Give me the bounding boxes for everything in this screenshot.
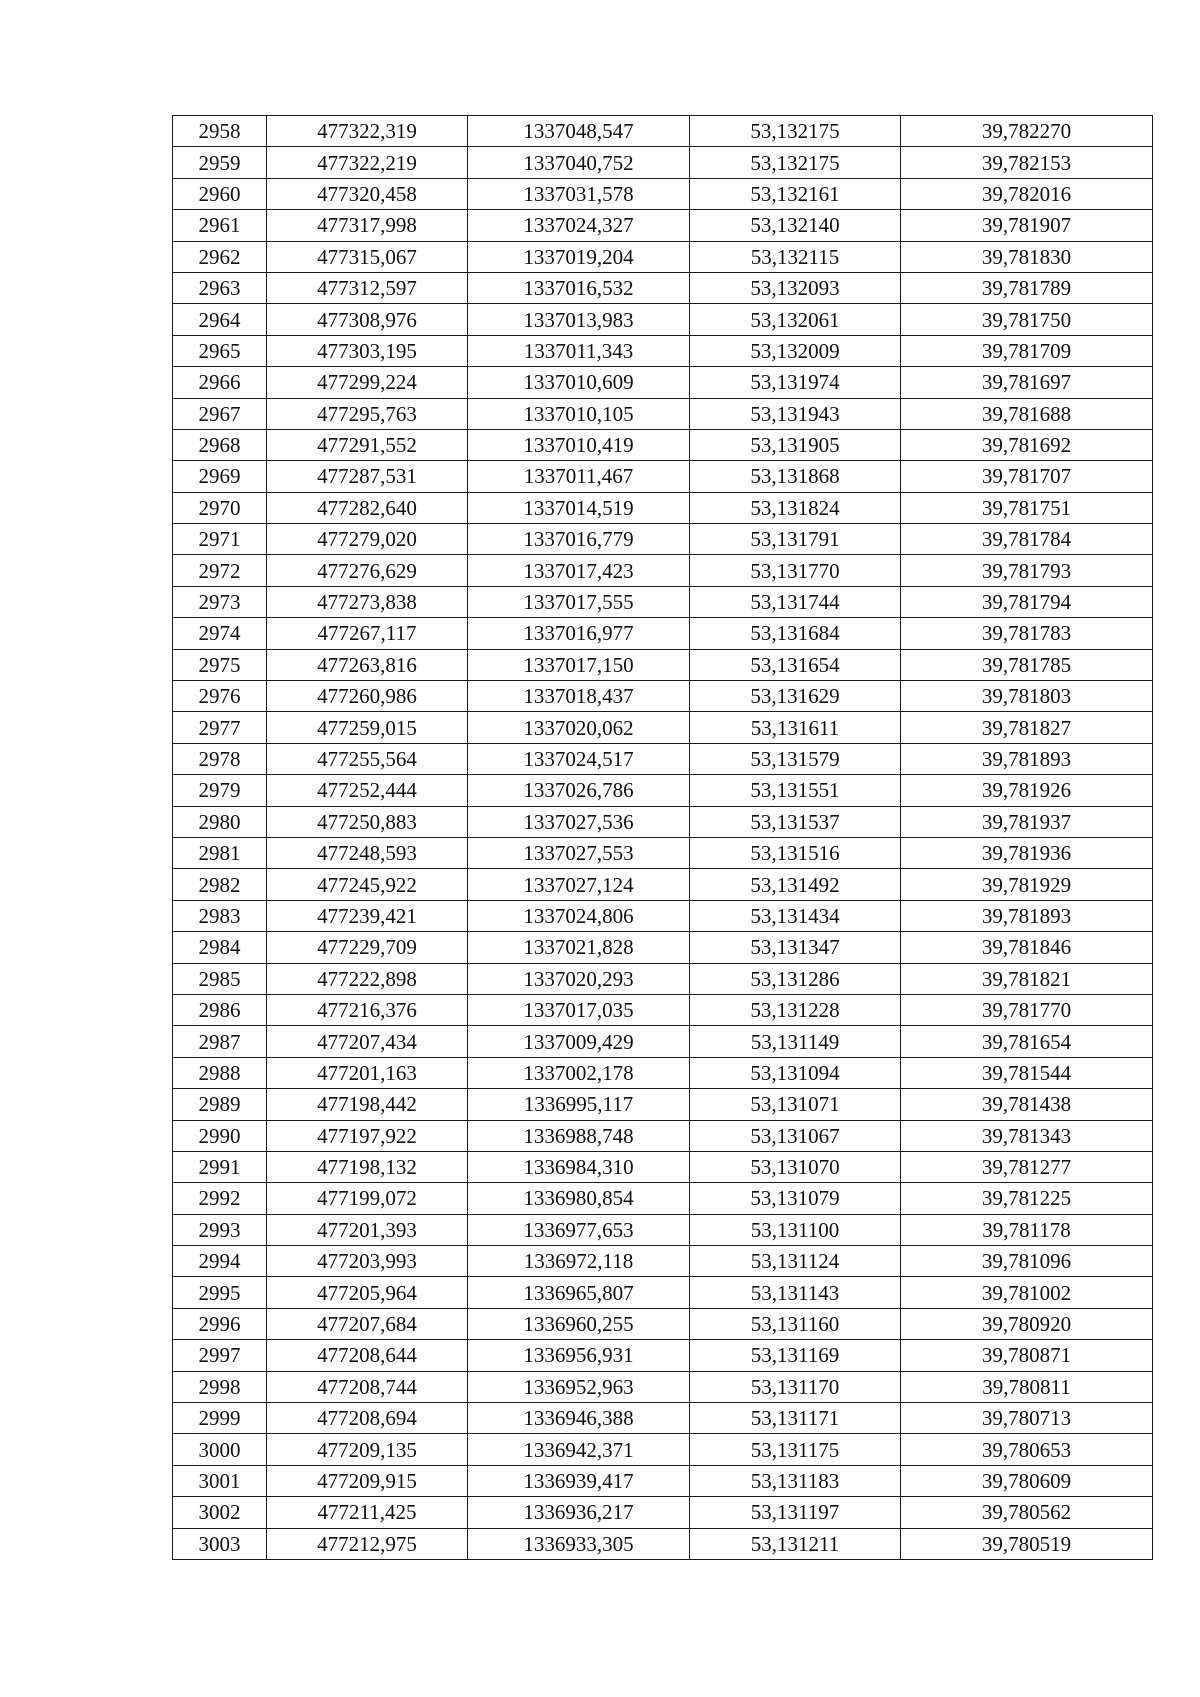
longitude-cell: 39,781688 <box>901 398 1153 429</box>
table-row <box>173 1026 1153 1057</box>
x-coordinate-cell: 477322,319 <box>267 116 468 147</box>
y-coordinate-cell: 1337020,293 <box>468 963 690 994</box>
latitude-cell: 53,131143 <box>690 1277 901 1308</box>
y-coordinate-cell: 1337018,437 <box>468 681 690 712</box>
point-number-cell: 2996 <box>173 1308 267 1339</box>
table-row <box>173 806 1153 837</box>
x-coordinate-cell: 477317,998 <box>267 210 468 241</box>
point-number-cell: 2999 <box>173 1403 267 1434</box>
point-number-cell: 2997 <box>173 1340 267 1371</box>
y-coordinate-cell: 1336960,255 <box>468 1308 690 1339</box>
longitude-cell: 39,781697 <box>901 367 1153 398</box>
latitude-cell: 53,131169 <box>690 1340 901 1371</box>
latitude-cell: 53,132093 <box>690 272 901 303</box>
longitude-cell: 39,781789 <box>901 272 1153 303</box>
x-coordinate-cell: 477299,224 <box>267 367 468 398</box>
point-number-cell: 2970 <box>173 492 267 523</box>
latitude-cell: 53,131183 <box>690 1465 901 1496</box>
x-coordinate-cell: 477208,744 <box>267 1371 468 1402</box>
longitude-cell: 39,780871 <box>901 1340 1153 1371</box>
point-number-cell: 2992 <box>173 1183 267 1214</box>
point-number-cell: 2958 <box>173 116 267 147</box>
latitude-cell: 53,131079 <box>690 1183 901 1214</box>
y-coordinate-cell: 1337009,429 <box>468 1026 690 1057</box>
longitude-cell: 39,781178 <box>901 1214 1153 1245</box>
coordinates-table-body <box>173 116 1153 1560</box>
latitude-cell: 53,131197 <box>690 1497 901 1528</box>
x-coordinate-cell: 477282,640 <box>267 492 468 523</box>
x-coordinate-cell: 477203,993 <box>267 1246 468 1277</box>
y-coordinate-cell: 1336977,653 <box>468 1214 690 1245</box>
table-row <box>173 1246 1153 1277</box>
table-row <box>173 1151 1153 1182</box>
y-coordinate-cell: 1336980,854 <box>468 1183 690 1214</box>
table-row <box>173 1120 1153 1151</box>
table-row <box>173 1434 1153 1465</box>
longitude-cell: 39,780653 <box>901 1434 1153 1465</box>
point-number-cell: 2960 <box>173 178 267 209</box>
point-number-cell: 2993 <box>173 1214 267 1245</box>
longitude-cell: 39,781821 <box>901 963 1153 994</box>
longitude-cell: 39,781936 <box>901 837 1153 868</box>
coordinates-table <box>172 115 1153 1560</box>
y-coordinate-cell: 1337040,752 <box>468 147 690 178</box>
latitude-cell: 53,131286 <box>690 963 901 994</box>
longitude-cell: 39,780609 <box>901 1465 1153 1496</box>
table-row <box>173 461 1153 492</box>
x-coordinate-cell: 477250,883 <box>267 806 468 837</box>
table-row <box>173 1308 1153 1339</box>
latitude-cell: 53,131579 <box>690 743 901 774</box>
latitude-cell: 53,132140 <box>690 210 901 241</box>
y-coordinate-cell: 1337017,035 <box>468 994 690 1025</box>
x-coordinate-cell: 477216,376 <box>267 994 468 1025</box>
latitude-cell: 53,132175 <box>690 147 901 178</box>
table-row <box>173 524 1153 555</box>
point-number-cell: 2980 <box>173 806 267 837</box>
y-coordinate-cell: 1336995,117 <box>468 1089 690 1120</box>
y-coordinate-cell: 1337013,983 <box>468 304 690 335</box>
table-row <box>173 712 1153 743</box>
y-coordinate-cell: 1337014,519 <box>468 492 690 523</box>
y-coordinate-cell: 1336952,963 <box>468 1371 690 1402</box>
x-coordinate-cell: 477322,219 <box>267 147 468 178</box>
latitude-cell: 53,131654 <box>690 649 901 680</box>
latitude-cell: 53,131347 <box>690 932 901 963</box>
point-number-cell: 2967 <box>173 398 267 429</box>
longitude-cell: 39,781277 <box>901 1151 1153 1182</box>
point-number-cell: 2961 <box>173 210 267 241</box>
point-number-cell: 2973 <box>173 586 267 617</box>
y-coordinate-cell: 1337002,178 <box>468 1057 690 1088</box>
x-coordinate-cell: 477312,597 <box>267 272 468 303</box>
x-coordinate-cell: 477287,531 <box>267 461 468 492</box>
x-coordinate-cell: 477276,629 <box>267 555 468 586</box>
table-row <box>173 618 1153 649</box>
point-number-cell: 2978 <box>173 743 267 774</box>
longitude-cell: 39,781846 <box>901 932 1153 963</box>
latitude-cell: 53,131744 <box>690 586 901 617</box>
table-row <box>173 1089 1153 1120</box>
point-number-cell: 2979 <box>173 775 267 806</box>
point-number-cell: 2965 <box>173 335 267 366</box>
x-coordinate-cell: 477279,020 <box>267 524 468 555</box>
longitude-cell: 39,780519 <box>901 1528 1153 1559</box>
x-coordinate-cell: 477209,915 <box>267 1465 468 1496</box>
longitude-cell: 39,781709 <box>901 335 1153 366</box>
table-row <box>173 649 1153 680</box>
table-row <box>173 1497 1153 1528</box>
x-coordinate-cell: 477263,816 <box>267 649 468 680</box>
y-coordinate-cell: 1337017,555 <box>468 586 690 617</box>
x-coordinate-cell: 477197,922 <box>267 1120 468 1151</box>
latitude-cell: 53,131868 <box>690 461 901 492</box>
point-number-cell: 3003 <box>173 1528 267 1559</box>
y-coordinate-cell: 1336939,417 <box>468 1465 690 1496</box>
x-coordinate-cell: 477252,444 <box>267 775 468 806</box>
longitude-cell: 39,781907 <box>901 210 1153 241</box>
latitude-cell: 53,131770 <box>690 555 901 586</box>
table-row <box>173 994 1153 1025</box>
latitude-cell: 53,131537 <box>690 806 901 837</box>
latitude-cell: 53,131684 <box>690 618 901 649</box>
latitude-cell: 53,131791 <box>690 524 901 555</box>
point-number-cell: 2968 <box>173 429 267 460</box>
longitude-cell: 39,781438 <box>901 1089 1153 1120</box>
longitude-cell: 39,781544 <box>901 1057 1153 1088</box>
table-row <box>173 1277 1153 1308</box>
y-coordinate-cell: 1337010,609 <box>468 367 690 398</box>
point-number-cell: 2964 <box>173 304 267 335</box>
x-coordinate-cell: 477248,593 <box>267 837 468 868</box>
point-number-cell: 2976 <box>173 681 267 712</box>
y-coordinate-cell: 1336988,748 <box>468 1120 690 1151</box>
latitude-cell: 53,132009 <box>690 335 901 366</box>
table-row <box>173 1214 1153 1245</box>
table-row <box>173 1403 1153 1434</box>
longitude-cell: 39,781929 <box>901 869 1153 900</box>
latitude-cell: 53,132115 <box>690 241 901 272</box>
x-coordinate-cell: 477208,644 <box>267 1340 468 1371</box>
latitude-cell: 53,131071 <box>690 1089 901 1120</box>
y-coordinate-cell: 1337016,977 <box>468 618 690 649</box>
latitude-cell: 53,132175 <box>690 116 901 147</box>
x-coordinate-cell: 477207,684 <box>267 1308 468 1339</box>
point-number-cell: 2977 <box>173 712 267 743</box>
latitude-cell: 53,131175 <box>690 1434 901 1465</box>
x-coordinate-cell: 477205,964 <box>267 1277 468 1308</box>
point-number-cell: 2969 <box>173 461 267 492</box>
table-row <box>173 681 1153 712</box>
x-coordinate-cell: 477207,434 <box>267 1026 468 1057</box>
longitude-cell: 39,781751 <box>901 492 1153 523</box>
longitude-cell: 39,782270 <box>901 116 1153 147</box>
latitude-cell: 53,131171 <box>690 1403 901 1434</box>
point-number-cell: 2986 <box>173 994 267 1025</box>
point-number-cell: 2963 <box>173 272 267 303</box>
latitude-cell: 53,131211 <box>690 1528 901 1559</box>
longitude-cell: 39,781096 <box>901 1246 1153 1277</box>
latitude-cell: 53,131974 <box>690 367 901 398</box>
longitude-cell: 39,781225 <box>901 1183 1153 1214</box>
longitude-cell: 39,781794 <box>901 586 1153 617</box>
longitude-cell: 39,780562 <box>901 1497 1153 1528</box>
point-number-cell: 2966 <box>173 367 267 398</box>
longitude-cell: 39,781830 <box>901 241 1153 272</box>
table-row <box>173 272 1153 303</box>
y-coordinate-cell: 1336946,388 <box>468 1403 690 1434</box>
y-coordinate-cell: 1336933,305 <box>468 1528 690 1559</box>
latitude-cell: 53,131160 <box>690 1308 901 1339</box>
y-coordinate-cell: 1337024,327 <box>468 210 690 241</box>
longitude-cell: 39,781827 <box>901 712 1153 743</box>
latitude-cell: 53,131824 <box>690 492 901 523</box>
y-coordinate-cell: 1337021,828 <box>468 932 690 963</box>
table-row <box>173 1183 1153 1214</box>
y-coordinate-cell: 1337027,536 <box>468 806 690 837</box>
table-row <box>173 586 1153 617</box>
latitude-cell: 53,131070 <box>690 1151 901 1182</box>
y-coordinate-cell: 1337010,419 <box>468 429 690 460</box>
point-number-cell: 2989 <box>173 1089 267 1120</box>
table-row <box>173 555 1153 586</box>
longitude-cell: 39,781654 <box>901 1026 1153 1057</box>
table-row <box>173 869 1153 900</box>
table-row <box>173 932 1153 963</box>
latitude-cell: 53,131434 <box>690 900 901 931</box>
x-coordinate-cell: 477315,067 <box>267 241 468 272</box>
longitude-cell: 39,780713 <box>901 1403 1153 1434</box>
latitude-cell: 53,132161 <box>690 178 901 209</box>
table-row <box>173 178 1153 209</box>
latitude-cell: 53,131067 <box>690 1120 901 1151</box>
y-coordinate-cell: 1337010,105 <box>468 398 690 429</box>
point-number-cell: 2995 <box>173 1277 267 1308</box>
longitude-cell: 39,781793 <box>901 555 1153 586</box>
latitude-cell: 53,132061 <box>690 304 901 335</box>
x-coordinate-cell: 477259,015 <box>267 712 468 743</box>
y-coordinate-cell: 1337024,806 <box>468 900 690 931</box>
x-coordinate-cell: 477267,117 <box>267 618 468 649</box>
x-coordinate-cell: 477303,195 <box>267 335 468 366</box>
table-row <box>173 775 1153 806</box>
longitude-cell: 39,781707 <box>901 461 1153 492</box>
table-row <box>173 429 1153 460</box>
latitude-cell: 53,131611 <box>690 712 901 743</box>
latitude-cell: 53,131516 <box>690 837 901 868</box>
table-row <box>173 1371 1153 1402</box>
table-row <box>173 1340 1153 1371</box>
table-row <box>173 398 1153 429</box>
table-row <box>173 335 1153 366</box>
latitude-cell: 53,131149 <box>690 1026 901 1057</box>
point-number-cell: 2975 <box>173 649 267 680</box>
longitude-cell: 39,781343 <box>901 1120 1153 1151</box>
x-coordinate-cell: 477295,763 <box>267 398 468 429</box>
longitude-cell: 39,781937 <box>901 806 1153 837</box>
longitude-cell: 39,781002 <box>901 1277 1153 1308</box>
x-coordinate-cell: 477208,694 <box>267 1403 468 1434</box>
table-row <box>173 147 1153 178</box>
x-coordinate-cell: 477320,458 <box>267 178 468 209</box>
table-row <box>173 1057 1153 1088</box>
longitude-cell: 39,781893 <box>901 900 1153 931</box>
latitude-cell: 53,131551 <box>690 775 901 806</box>
longitude-cell: 39,782153 <box>901 147 1153 178</box>
latitude-cell: 53,131170 <box>690 1371 901 1402</box>
latitude-cell: 53,131629 <box>690 681 901 712</box>
x-coordinate-cell: 477222,898 <box>267 963 468 994</box>
table-row <box>173 241 1153 272</box>
longitude-cell: 39,781926 <box>901 775 1153 806</box>
y-coordinate-cell: 1337048,547 <box>468 116 690 147</box>
y-coordinate-cell: 1336956,931 <box>468 1340 690 1371</box>
x-coordinate-cell: 477245,922 <box>267 869 468 900</box>
y-coordinate-cell: 1336965,807 <box>468 1277 690 1308</box>
latitude-cell: 53,131943 <box>690 398 901 429</box>
y-coordinate-cell: 1336942,371 <box>468 1434 690 1465</box>
x-coordinate-cell: 477273,838 <box>267 586 468 617</box>
x-coordinate-cell: 477199,072 <box>267 1183 468 1214</box>
table-row <box>173 900 1153 931</box>
longitude-cell: 39,781692 <box>901 429 1153 460</box>
y-coordinate-cell: 1336984,310 <box>468 1151 690 1182</box>
x-coordinate-cell: 477201,163 <box>267 1057 468 1088</box>
latitude-cell: 53,131094 <box>690 1057 901 1088</box>
longitude-cell: 39,781750 <box>901 304 1153 335</box>
x-coordinate-cell: 477201,393 <box>267 1214 468 1245</box>
y-coordinate-cell: 1337017,423 <box>468 555 690 586</box>
x-coordinate-cell: 477255,564 <box>267 743 468 774</box>
longitude-cell: 39,781893 <box>901 743 1153 774</box>
latitude-cell: 53,131100 <box>690 1214 901 1245</box>
point-number-cell: 2972 <box>173 555 267 586</box>
point-number-cell: 2991 <box>173 1151 267 1182</box>
table-row <box>173 743 1153 774</box>
point-number-cell: 2990 <box>173 1120 267 1151</box>
x-coordinate-cell: 477260,986 <box>267 681 468 712</box>
longitude-cell: 39,781785 <box>901 649 1153 680</box>
x-coordinate-cell: 477229,709 <box>267 932 468 963</box>
y-coordinate-cell: 1337019,204 <box>468 241 690 272</box>
latitude-cell: 53,131228 <box>690 994 901 1025</box>
y-coordinate-cell: 1337024,517 <box>468 743 690 774</box>
latitude-cell: 53,131905 <box>690 429 901 460</box>
point-number-cell: 3000 <box>173 1434 267 1465</box>
table-row <box>173 210 1153 241</box>
point-number-cell: 2962 <box>173 241 267 272</box>
y-coordinate-cell: 1337031,578 <box>468 178 690 209</box>
longitude-cell: 39,781770 <box>901 994 1153 1025</box>
x-coordinate-cell: 477308,976 <box>267 304 468 335</box>
point-number-cell: 2982 <box>173 869 267 900</box>
x-coordinate-cell: 477291,552 <box>267 429 468 460</box>
latitude-cell: 53,131492 <box>690 869 901 900</box>
table-row <box>173 492 1153 523</box>
point-number-cell: 2974 <box>173 618 267 649</box>
x-coordinate-cell: 477211,425 <box>267 1497 468 1528</box>
table-row <box>173 1465 1153 1496</box>
longitude-cell: 39,781783 <box>901 618 1153 649</box>
longitude-cell: 39,782016 <box>901 178 1153 209</box>
point-number-cell: 2985 <box>173 963 267 994</box>
x-coordinate-cell: 477198,442 <box>267 1089 468 1120</box>
point-number-cell: 2981 <box>173 837 267 868</box>
x-coordinate-cell: 477209,135 <box>267 1434 468 1465</box>
longitude-cell: 39,780920 <box>901 1308 1153 1339</box>
x-coordinate-cell: 477239,421 <box>267 900 468 931</box>
longitude-cell: 39,781784 <box>901 524 1153 555</box>
point-number-cell: 2994 <box>173 1246 267 1277</box>
y-coordinate-cell: 1336936,217 <box>468 1497 690 1528</box>
y-coordinate-cell: 1337016,532 <box>468 272 690 303</box>
longitude-cell: 39,780811 <box>901 1371 1153 1402</box>
point-number-cell: 3001 <box>173 1465 267 1496</box>
y-coordinate-cell: 1337026,786 <box>468 775 690 806</box>
y-coordinate-cell: 1337027,124 <box>468 869 690 900</box>
point-number-cell: 2987 <box>173 1026 267 1057</box>
point-number-cell: 2971 <box>173 524 267 555</box>
y-coordinate-cell: 1337027,553 <box>468 837 690 868</box>
point-number-cell: 2988 <box>173 1057 267 1088</box>
y-coordinate-cell: 1337020,062 <box>468 712 690 743</box>
y-coordinate-cell: 1337011,467 <box>468 461 690 492</box>
longitude-cell: 39,781803 <box>901 681 1153 712</box>
table-row <box>173 116 1153 147</box>
y-coordinate-cell: 1337011,343 <box>468 335 690 366</box>
table-row <box>173 1528 1153 1559</box>
point-number-cell: 2998 <box>173 1371 267 1402</box>
y-coordinate-cell: 1337017,150 <box>468 649 690 680</box>
table-row <box>173 837 1153 868</box>
latitude-cell: 53,131124 <box>690 1246 901 1277</box>
x-coordinate-cell: 477212,975 <box>267 1528 468 1559</box>
table-row <box>173 963 1153 994</box>
y-coordinate-cell: 1337016,779 <box>468 524 690 555</box>
point-number-cell: 2983 <box>173 900 267 931</box>
table-row <box>173 367 1153 398</box>
point-number-cell: 3002 <box>173 1497 267 1528</box>
x-coordinate-cell: 477198,132 <box>267 1151 468 1182</box>
point-number-cell: 2959 <box>173 147 267 178</box>
point-number-cell: 2984 <box>173 932 267 963</box>
y-coordinate-cell: 1336972,118 <box>468 1246 690 1277</box>
table-row <box>173 304 1153 335</box>
